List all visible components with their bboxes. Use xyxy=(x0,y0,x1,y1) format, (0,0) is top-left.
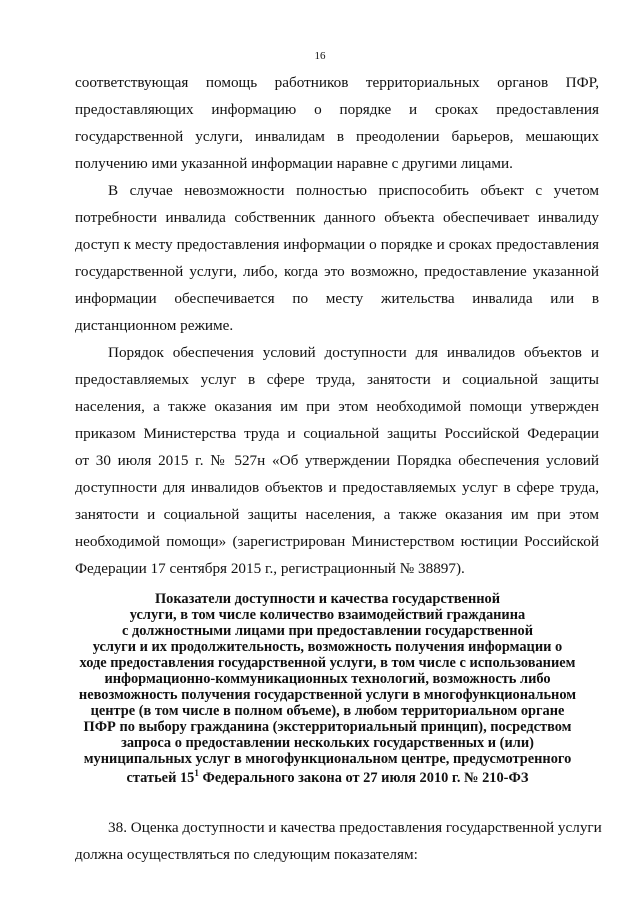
paragraph-2-line: В случае невозможности полностью приспособить объект с учетом xyxy=(108,182,599,199)
paragraph-4-line: должна осуществляться по следующим показателям: xyxy=(75,846,418,863)
paragraph-3-line: занятости и социальной защиты населения, а также оказания им при этом xyxy=(75,506,599,523)
paragraph-2-line: дистанционном режиме. xyxy=(75,317,234,334)
paragraph-1-line: получению ими указанной информации наравне с другими лицами. xyxy=(75,155,513,172)
section-heading-line: муниципальных услуг в многофункциональном центре, предусмотренного xyxy=(83,751,572,767)
section-heading-line: запроса о предоставлении нескольких государственных и (или) xyxy=(121,735,534,751)
section-heading-line: ходе предоставления государственной услуги, в том числе с использованием xyxy=(79,655,576,671)
section-heading-line: центре (в том числе в полном объеме), в любом территориальном органе xyxy=(90,703,565,719)
paragraph-2-line: потребности инвалида собственник данного объекта обеспечивает инвалиду xyxy=(75,209,599,226)
section-heading-line: невозможность получения государственной услуги в многофункциональном xyxy=(78,687,577,703)
section-heading-line: Показатели доступности и качества государственной xyxy=(154,591,501,607)
page-number: 16 xyxy=(314,50,326,62)
section-heading-line: ПФР по выбору гражданина (экстерриториальный принцип), посредством xyxy=(83,719,572,735)
superscript: 1 xyxy=(194,768,199,779)
section-heading-line: услуги и их продолжительность, возможность получения информации о xyxy=(92,639,563,655)
heading-text: Федерального закона от 27 июля 2010 г. № 210-ФЗ xyxy=(198,770,529,786)
paragraph-2-line: информации обеспечивается по месту жительства инвалида или в xyxy=(75,290,599,307)
paragraph-3-line: предоставляемых услуг в сфере труда, занятости и социальной защиты xyxy=(75,371,599,388)
paragraph-1-line: соответствующая помощь работников территориальных органов ПФР, xyxy=(75,74,599,91)
heading-text: статьей 15 xyxy=(126,770,195,786)
paragraph-3-line: Федерации 17 сентября 2015 г., регистрационный № 38897). xyxy=(75,560,465,577)
paragraph-3-line: населения, а также оказания им при этом необходимой помощи утвержден xyxy=(75,398,599,415)
paragraph-1-line: государственной услуги, инвалидам в преодолении барьеров, мешающих xyxy=(75,128,599,145)
section-heading-line xyxy=(60,770,595,786)
paragraph-3-line: доступности для инвалидов объектов и предоставляемых услуг в сфере труда, xyxy=(75,479,599,496)
paragraph-3-line: от 30 июля 2015 г. № 527н «Об утверждении Порядка обеспечения условий xyxy=(75,452,599,469)
section-heading-line: информационно-коммуникационных технологий, возможность либо xyxy=(104,671,551,687)
section-heading-line: с должностными лицами при предоставлении государственной xyxy=(122,623,533,639)
section-heading-line: услуги, в том числе количество взаимодействий гражданина xyxy=(129,607,526,623)
paragraph-4-line: 38. Оценка доступности и качества предоставления государственной услуги xyxy=(108,819,602,836)
paragraph-3-line: приказом Министерства труда и социальной защиты Российской Федерации xyxy=(75,425,599,442)
paragraph-1-line: предоставляющих информацию о порядке и сроках предоставления xyxy=(75,101,599,118)
paragraph-2-line: государственной услуги, либо, когда это возможно, предоставление указанной xyxy=(75,263,599,280)
paragraph-3-line: необходимой помощи» (зарегистрирован Министерством юстиции Российской xyxy=(75,533,599,550)
paragraph-2-line: доступ к месту предоставления информации о порядке и сроках предоставления xyxy=(75,236,599,253)
paragraph-3-line: Порядок обеспечения условий доступности для инвалидов объектов и xyxy=(108,344,599,361)
